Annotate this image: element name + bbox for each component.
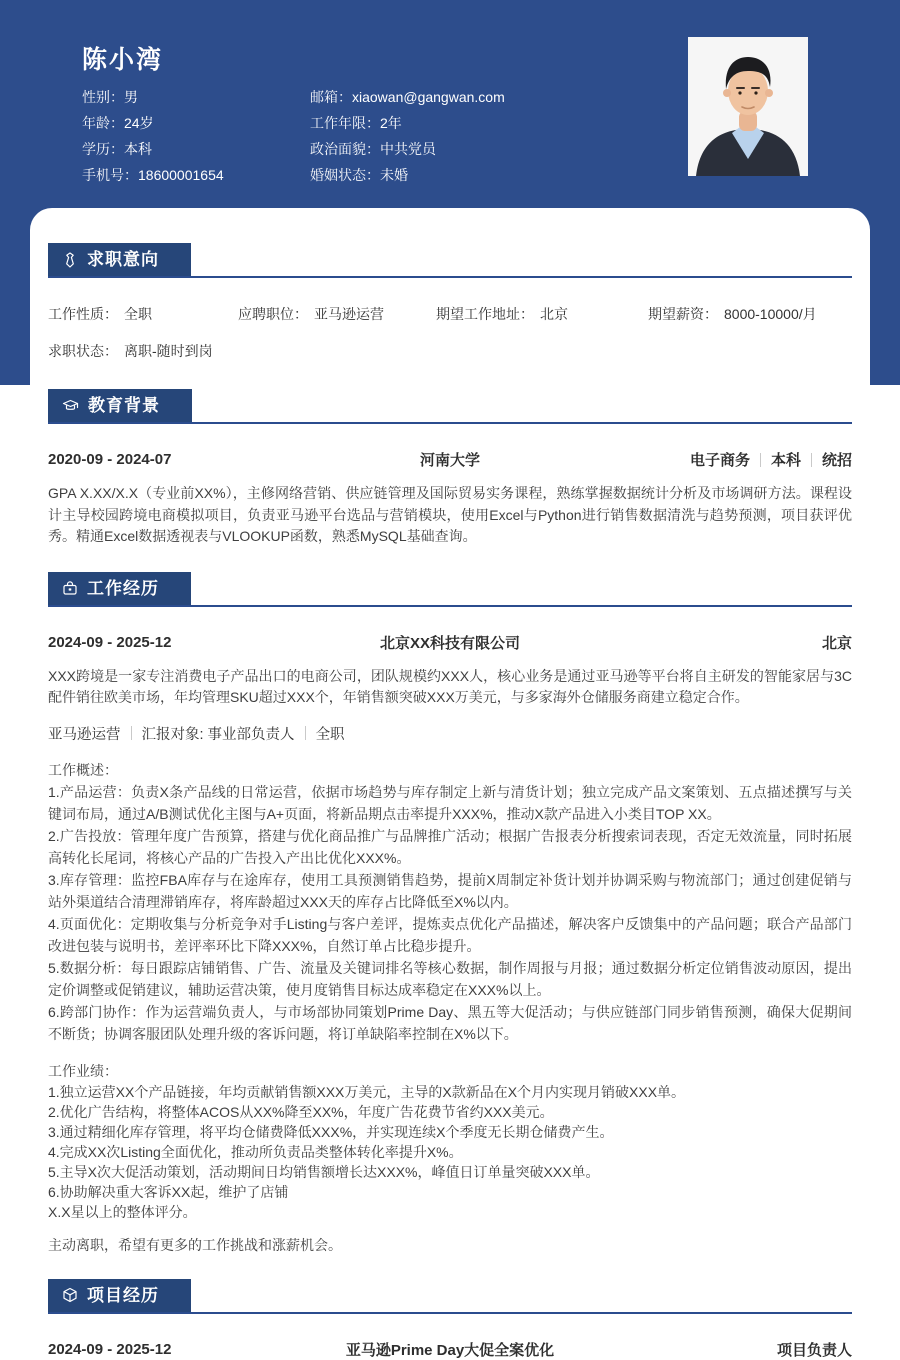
- field-age: 年龄： 24岁: [82, 115, 154, 131]
- achievements-list: [48, 1082, 852, 1222]
- achievement-item: 1.独立运营XX个产品链接，年均贡献销售额XXX万美元，主导的X款新品在X个月内实现月销破XXX单。: [48, 1083, 686, 1100]
- portrait-illustration: [688, 37, 808, 176]
- section-header-job-intent: [48, 243, 852, 278]
- field-gender: 性别： 男: [82, 89, 138, 105]
- work-badge: [48, 572, 191, 605]
- education-period: 2020-09 - 2024-07: [48, 451, 172, 468]
- project-period: 2024-09 - 2025-12: [48, 1340, 172, 1358]
- overview-item: 4.页面优化：定期收集与分析竞争对手Listing与客户差评，提炼卖点优化产品描述，解决客户反馈集中的产品问题；联合产品部门改进包装与说明书，差评率环比下降XXX%，自然订单占比稳步提升。: [48, 915, 852, 954]
- achievement-item: 5.主导X次大促活动策划，活动期间日均销售额增长达XXX%，峰值日订单量突破XXX单。: [48, 1163, 600, 1180]
- achievement-item: 3.通过精细化库存管理，将平均仓储费降低XXX%，并实现连续X个季度无长期仓储费产生。: [48, 1123, 614, 1140]
- divider: [131, 726, 132, 740]
- resume-card: [30, 208, 870, 1359]
- achievement-item: 4.完成XX次Listing全面优化，推动所负责品类整体转化率提升X%。: [48, 1143, 463, 1160]
- education-major: 电子商务: [689, 452, 750, 469]
- education-school: 河南大学: [419, 452, 480, 469]
- tie-icon: [62, 252, 78, 268]
- project-badge: [48, 1279, 191, 1312]
- field-phone: 手机号： 18600001654: [82, 167, 224, 183]
- personal-info-grid: [82, 84, 505, 188]
- cube-icon: [62, 1287, 78, 1303]
- job-intent-row-2: [48, 341, 852, 361]
- education-badge: [48, 389, 192, 422]
- project-meta-row: [48, 1339, 852, 1360]
- section-title: 工作经历: [87, 578, 159, 598]
- section-header-project: [48, 1279, 852, 1314]
- intent-work-type: 工作性质： 全职: [48, 306, 152, 322]
- section-title: 项目经历: [87, 1285, 159, 1305]
- intent-location: 期望工作地址： 北京: [436, 306, 568, 322]
- education-meta-row: [48, 449, 852, 470]
- work-location: 北京: [821, 634, 852, 652]
- divider: [811, 453, 812, 467]
- work-period: 2024-09 - 2025-12: [48, 633, 172, 651]
- profile-photo: [688, 37, 808, 176]
- company-intro: XXX跨境是一家专注消费电子产品出口的电商公司，团队规模约XXX人，核心业务是通过亚马逊等平台将自主研发的智能家居与3C配件销往欧美市场，年均管理SKU超过XXX个，年销售额突破XXX万美元，与多家海外仓储服务商建立稳定合作。: [48, 667, 852, 705]
- section-title: 教育背景: [88, 396, 160, 415]
- work-company: 北京XX科技有限公司: [379, 634, 520, 652]
- intent-salary: 期望薪资： 8000-10000/月: [648, 306, 817, 322]
- field-email: 邮箱： xiaowan@gangwan.com: [310, 89, 505, 105]
- section-header-education: [48, 389, 852, 424]
- project-name: 亚马逊Prime Day大促全案优化: [345, 1341, 555, 1359]
- overview-item: 2.广告投放：管理年度广告预算，搭建与优化商品推广与品牌推广活动；根据广告报表分析搜索词表现，否定无效流量，同时拓展高转化长尾词，将核心产品的广告投入产出比优化XXX%。: [48, 827, 852, 866]
- work-meta-row: [48, 632, 852, 653]
- divider: [305, 726, 306, 740]
- work-position: 亚马逊运营: [48, 726, 121, 743]
- section-title: 求职意向: [87, 250, 159, 269]
- intent-position: 应聘职位： 亚马逊运营: [238, 306, 384, 322]
- graduation-cap-icon: [62, 398, 79, 414]
- section-header-work: [48, 572, 852, 607]
- field-work-years: 工作年限： 2年: [310, 115, 402, 131]
- achievement-item: 2.优化广告结构，将整体ACOS从XX%降至XX%，年度广告花费节省约XXX美元。: [48, 1103, 554, 1120]
- divider: [760, 453, 761, 467]
- education-tags: [616, 449, 852, 470]
- education-description: GPA X.XX/X.X（专业前XX%），主修网络营销、供应链管理及国际贸易实务课程，熟练掌握数据统计分析及市场调研方法。课程设计主导校园跨境电商模拟项目，负责亚马逊平台选品与营销模块，使用Excel与Python进行销售数据清洗与趋势预测，项目获评优秀。精通Excel数据透视表与VLOOKUP函数，熟悉MySQL基础查询。: [48, 485, 852, 544]
- achievement-item: 6.协助解决重大客诉XX起，维护了店铺: [48, 1183, 289, 1200]
- job-intent-row-1: [48, 304, 852, 324]
- field-marital-status: 婚姻状态： 未婚: [310, 167, 408, 183]
- work-overview-list: [48, 781, 852, 1045]
- work-report-to: 汇报对象: 事业部负责人: [141, 726, 295, 743]
- work-job-type: 全职: [315, 726, 345, 743]
- field-political-status: 政治面貌： 中共党员: [310, 141, 436, 157]
- overview-item: 6.跨部门协作：作为运营端负责人，与市场部协同策划Prime Day、黑五等大促活动；与供应链部门同步销售预测，确保大促期间不断货；协调客服团队处理升级的客诉问题，将订单缺陷率控制在X%以下。: [48, 1003, 852, 1042]
- achievements-label: 工作业绩：: [48, 1062, 118, 1079]
- overview-item: 3.库存管理：监控FBA库存与在途库存，使用工具预测销售趋势，提前X周制定补货计划并协调采购与物流部门；通过创建促销与站外渠道结合清理滞销库存，将库龄超过XXX天的库存占比降低至X%以内。: [48, 871, 852, 910]
- overview-item: 5.数据分析：每日跟踪店铺销售、广告、流量及关键词排名等核心数据，制作周报与月报；通过数据分析定位销售波动原因，提出定价调整或促销建议，辅助运营决策，使月度销售目标达成率稳定在XXX%以上。: [48, 959, 852, 998]
- work-role-line: [48, 723, 852, 744]
- overview-item: 1.产品运营：负责X条产品线的日常运营，依据市场趋势与库存制定上新与清货计划；独立完成产品文案策划、五点描述撰写与关键词布局，通过A/B测试优化主图与A+页面，将新品期点击率提升XXX%，推动X款产品进入小类目TOP XX。: [48, 783, 852, 822]
- overview-label: 工作概述：: [48, 761, 118, 778]
- achievement-item: X.X星以上的整体评分。: [48, 1203, 197, 1220]
- field-education: 学历： 本科: [82, 141, 152, 157]
- project-role: 项目负责人: [776, 1341, 852, 1359]
- education-enrollment: 统招: [821, 452, 852, 469]
- education-degree: 本科: [770, 452, 801, 469]
- leave-note: 主动离职，希望有更多的工作挑战和涨薪机会。: [48, 1236, 342, 1253]
- candidate-name: 陈小湾: [82, 46, 164, 74]
- job-intent-badge: [48, 243, 191, 276]
- briefcase-icon: [62, 580, 78, 596]
- intent-status: 求职状态： 离职-随时到岗: [48, 343, 213, 359]
